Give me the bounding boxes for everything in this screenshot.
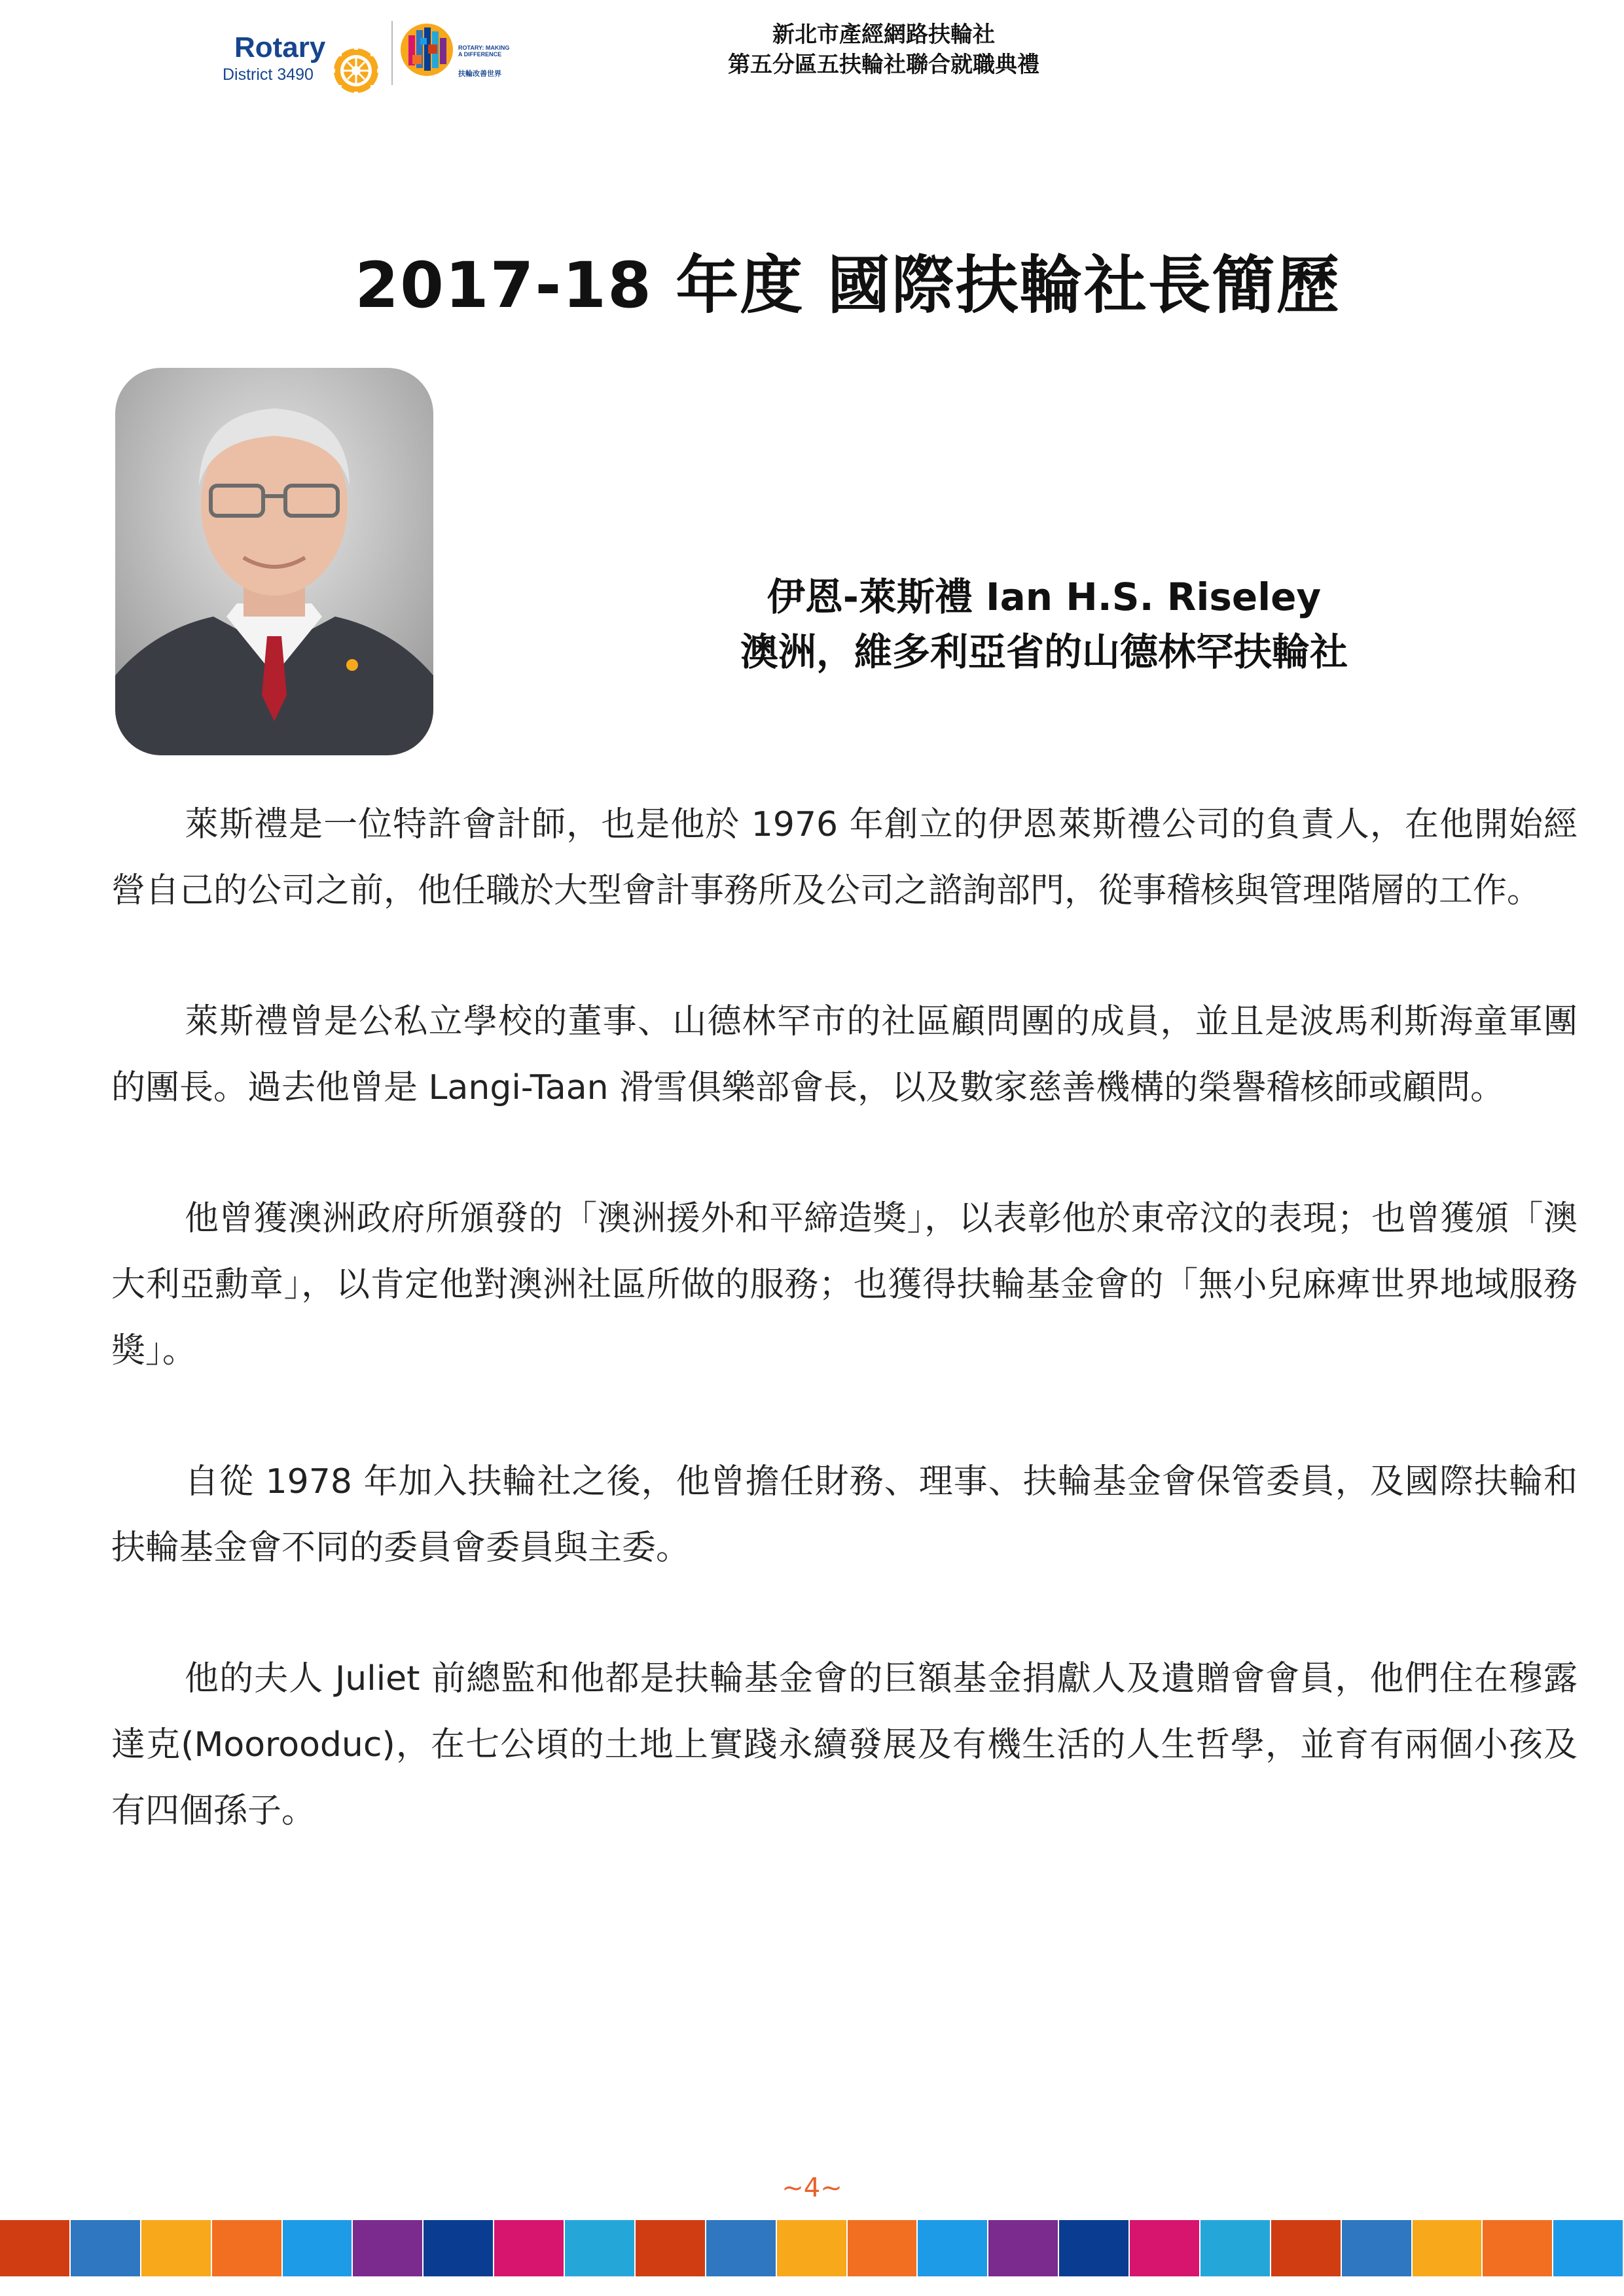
color-strip-segment — [988, 2220, 1059, 2276]
president-info — [641, 569, 1447, 679]
color-strip-segment — [212, 2220, 283, 2276]
page-number: ~4~ — [782, 2173, 842, 2203]
color-strip-segment — [1059, 2220, 1130, 2276]
rotary-wheel-icon — [330, 45, 382, 97]
color-strip-segment — [777, 2220, 848, 2276]
theme-logo — [399, 18, 511, 86]
rotary-district-logo — [220, 26, 397, 85]
page-title: 2017-18 年度 國際扶輪社長簡歷 — [355, 249, 1341, 322]
color-strip-segment — [494, 2220, 565, 2276]
color-strip-segment — [706, 2220, 777, 2276]
biography-text — [111, 792, 1578, 1909]
color-strip-segment — [71, 2220, 141, 2276]
rotary-logo-word: Rotary — [234, 31, 326, 63]
color-strip-segment — [283, 2220, 353, 2276]
color-strip-segment — [1342, 2220, 1413, 2276]
portrait-photo — [115, 368, 433, 755]
color-strip-segment — [565, 2220, 636, 2276]
color-strip-segment — [1553, 2220, 1624, 2276]
bio-paragraph: 他曾獲澳洲政府所頒發的「澳洲援外和平締造獎」，以表彰他於東帝汶的表現；也曾獲頒「澳大利亞勳章」，以肯定他對澳洲社區所做的服務；也獲得扶輪基金會的「無小兒麻痺世界地域服務獎」。 — [111, 1199, 1578, 1371]
event-title — [589, 20, 1178, 80]
color-strip-segment — [353, 2220, 424, 2276]
event-title-ceremony: 第五分區五扶輪社聯合就職典禮 — [728, 52, 1039, 78]
color-strip-segment — [0, 2220, 71, 2276]
color-strip-segment — [1130, 2220, 1200, 2276]
color-strip-segment — [848, 2220, 918, 2276]
color-strip-segment — [424, 2220, 494, 2276]
bio-paragraph: 他的夫人 Juliet 前總監和他都是扶輪基金會的巨額基金捐獻人及遺贈會會員，他們住在穆露達克(Moorooduc)，在七公頃的土地上實踐永續發展及有機生活的人生哲學，並育有兩個小孩及有四個孫子。 — [111, 1659, 1578, 1831]
theme-tagline-zh: 扶輪改善世界 — [458, 69, 501, 78]
color-strip-segment — [1413, 2220, 1483, 2276]
page-header — [0, 0, 1624, 98]
bio-paragraph: 自從 1978 年加入扶輪社之後，他曾擔任財務、理事、扶輪基金會保管委員，及國際扶輪和扶輪基金會不同的委員會委員與主委。 — [111, 1462, 1578, 1568]
footer-color-strip — [0, 2220, 1624, 2276]
bio-paragraph: 萊斯禮曾是公私立學校的董事、山德林罕市的社區顧問團的成員，並且是波馬利斯海童軍團的團長。過去他曾是 Langi-Taan 滑雪俱樂部會長，以及數家慈善機構的榮譽稽核師或顧問。 — [111, 1002, 1578, 1107]
color-strip-segment — [1271, 2220, 1342, 2276]
portrait-photo-icon — [115, 368, 433, 755]
color-strip-segment — [1483, 2220, 1553, 2276]
theme-mosaic-icon — [399, 18, 454, 84]
bio-paragraph: 萊斯禮是一位特許會計師，也是他於 1976 年創立的伊恩萊斯禮公司的負責人，在他開始經營自己的公司之前，他任職於大型會計事務所及公司之諮詢部門，從事稽核與管理階層的工作。 — [111, 805, 1578, 910]
event-title-club: 新北市產經網路扶輪社 — [772, 22, 995, 48]
rotary-logo-district: District 3490 — [223, 65, 314, 84]
logo-divider — [391, 21, 393, 85]
color-strip-segment — [1200, 2220, 1271, 2276]
president-name: 伊恩-萊斯禮 Ian H.S. Riseley — [767, 575, 1322, 619]
color-strip-segment — [918, 2220, 988, 2276]
president-club: 澳洲，維多利亞省的山德林罕扶輪社 — [740, 630, 1348, 674]
color-strip-segment — [141, 2220, 212, 2276]
theme-tagline: ROTARY: MAKING A DIFFERENCE — [458, 45, 510, 58]
color-strip-segment — [636, 2220, 706, 2276]
